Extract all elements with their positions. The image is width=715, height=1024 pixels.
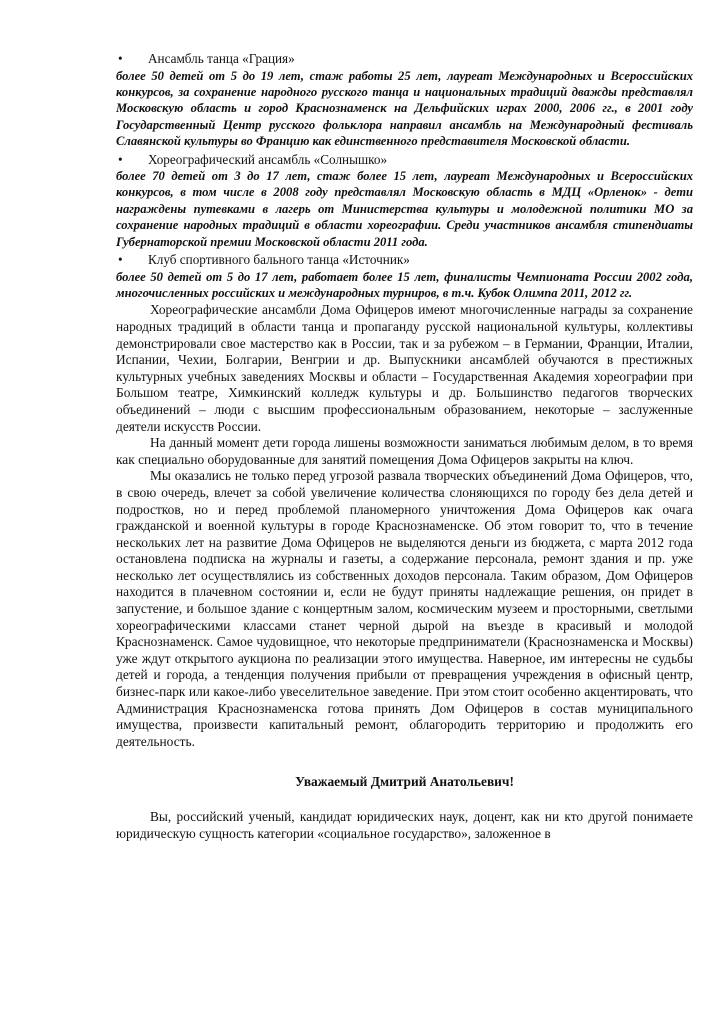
paragraph-current-situation: На данный момент дети города лишены возможности заниматься любимым делом, в то время как специально оборудованные для занятий помещения Дома Офицеров закрыты на ключ. [116,435,693,467]
list-item-gratsiya [116,50,693,150]
paragraph-closing: Вы, российский ученый, кандидат юридических наук, доцент, как ни кто другой понимаете юридическую сущность категории «социальное государство», заложенное в [116,809,693,841]
salutation-heading: Уважаемый Дмитрий Анатольевич! [295,774,514,790]
list-item-solnyshko [116,151,693,251]
bullet-icon: • [118,252,123,268]
list-item-title [118,50,693,68]
ensemble-name: Ансамбль танца «Грация» [148,51,295,66]
ensemble-description: более 50 детей от 5 до 19 лет, стаж работы 25 лет, лауреат Международных и Всероссийских конкурсов, за сохранение народного русского танца и национальных традиций дважды представлял Московскую область и город Краснознаменск на Дельфийских играх 2000, 2006 гг., в 2001 году Государственный Центр русского фольклора направил ансамбль на Международный фестиваль Славянской культуры во Францию как единственного представителя Московской области. [116,68,693,149]
list-item-istochnik [116,251,693,301]
bullet-icon: • [118,151,123,167]
paragraph-awards: Хореографические ансамбли Дома Офицеров имеют многочисленные награды за сохранение народных традиций в области танца и пропаганду русской национальной культуры, коллективы демонстрировали свое мастерство как в России, так и за рубежом – в Германии, Франции, Италии, Испании, Чехии, Болгарии, Венгрии и др. Выпускники ансамблей обучаются в престижных культурных учебных заведениях Москвы и области – Государственная Академия хореографии при Большом театре, Химкинский колледж культуры и др. Большинство педагогов творческих объединений – люди с высшим профессиональным образованием, некоторые – заслуженные деятели искусств России. [116,302,693,434]
paragraph-threat: Мы оказались не только перед угрозой развала творческих объединений Дома Офицеров, что, в свою очередь, влечет за собой увеличение количества слоняющихся по городу без дела детей и подростков, но и перед проблемой планомерного уничтожения Дома Офицеров как очага гражданской и военной культуры в городе Краснознаменске. Об этом говорит то, что в течение нескольких лет на развитие Дома Офицеров не выделяются деньги из бюджета, с марта 2012 года остановлена подписка на журналы и газеты, а содержание персонала, ремонт здания и пр. уже несколько лет осуществлялись из собственных доходов персонала. Таким образом, Дом Офицеров находится в плачевном состоянии и, если не будут приняты надлежащие решения, он придет в запустение, и большое здание с концертным залом, космическим музеем и просторными, светлыми хореографическими классами станет черной дырой на въезде в красивый и молодой Краснознаменск. Самое чудовищное, что некоторые предприниматели (Краснознаменска и Москвы) уже ждут открытого аукциона по реализации этого имущества. Наверное, им интересны не судьбы детей и города, а тенденция получения прибыли от превращения учреждения в офисный центр, бизнес-парк или какое-либо увеселительное заведение. При этом стоит особенно акцентировать, что Администрация Краснознаменска готова принять Дом Офицеров в состав муниципального имущества, произвести капитальный ремонт, облагородить территорию и продолжить его деятельность. [116,468,693,749]
ensemble-description: более 70 детей от 3 до 17 лет, стаж более 15 лет, лауреат Международных и Всероссийских конкурсов, в том числе в 2008 году представлял Московскую область в МДЦ «Орленок» - дети награждены путевками в лагерь от Министерства культуры и молодежной политики МО за сохранение народных традиций в области хореографии. Среди участников ансамбля стипендиаты Губернаторской премии Московской области 2011 года. [116,169,693,249]
ensemble-description: более 50 детей от 5 до 17 лет, работает более 15 лет, финалисты Чемпионата России 2002 года, многочисленных российских и международных турниров, в т.ч. Кубок Олимпа 2011, 2012 гг. [116,269,693,300]
list-item-title [118,251,693,269]
list-item-title [118,151,693,169]
ensemble-name: Клуб спортивного бального танца «Источник» [148,252,410,268]
ensemble-name: Хореографический ансамбль «Солнышко» [148,151,388,167]
bullet-icon: • [118,51,123,66]
